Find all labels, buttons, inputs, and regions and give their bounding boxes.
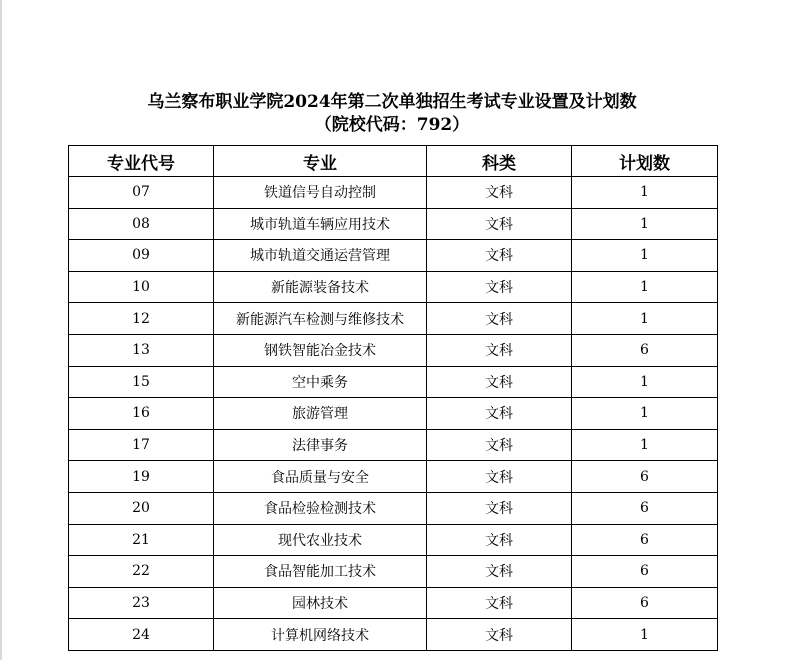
cell-plan: 1 [572,619,718,651]
table-row [69,208,718,240]
header-code: 专业代号 [69,146,214,177]
cell-code: 08 [69,208,214,240]
table-row [69,587,718,619]
cell-category: 文科 [427,556,572,588]
cell-code: 16 [69,398,214,430]
cell-plan: 6 [572,556,718,588]
enrollment-plan-table [68,145,718,651]
cell-category: 文科 [427,240,572,272]
cell-code: 10 [69,271,214,303]
cell-category: 文科 [427,619,572,651]
document-subtitle: （院校代码：792） [314,115,470,135]
cell-major: 现代农业技术 [214,524,427,556]
table-row [69,492,718,524]
cell-category: 文科 [427,366,572,398]
cell-code: 13 [69,334,214,366]
cell-plan: 1 [572,303,718,335]
cell-code: 12 [69,303,214,335]
table-row [69,398,718,430]
cell-plan: 1 [572,398,718,430]
cell-code: 21 [69,524,214,556]
cell-category: 文科 [427,587,572,619]
table-header-row [69,146,718,177]
cell-major: 新能源汽车检测与维修技术 [214,303,427,335]
cell-major: 新能源装备技术 [214,271,427,303]
cell-major: 食品质量与安全 [214,461,427,493]
table-row [69,303,718,335]
table-row [69,240,718,272]
cell-plan: 1 [572,240,718,272]
table-body [69,177,718,651]
cell-major: 法律事务 [214,429,427,461]
cell-plan: 1 [572,177,718,209]
cell-code: 22 [69,556,214,588]
table-row [69,461,718,493]
cell-major: 城市轨道交通运营管理 [214,240,427,272]
cell-plan: 6 [572,461,718,493]
table-row [69,429,718,461]
cell-category: 文科 [427,271,572,303]
cell-plan: 6 [572,524,718,556]
header-major: 专业 [214,146,427,177]
cell-major: 食品智能加工技术 [214,556,427,588]
document-title: 乌兰察布职业学院2024年第二次单独招生考试专业设置及计划数 [147,92,637,112]
cell-plan: 1 [572,366,718,398]
cell-code: 07 [69,177,214,209]
table-row [69,619,718,651]
cell-category: 文科 [427,177,572,209]
cell-major: 铁道信号自动控制 [214,177,427,209]
cell-major: 钢铁智能冶金技术 [214,334,427,366]
cell-major: 城市轨道车辆应用技术 [214,208,427,240]
cell-major: 计算机网络技术 [214,619,427,651]
cell-code: 17 [69,429,214,461]
cell-code: 20 [69,492,214,524]
cell-major: 空中乘务 [214,366,427,398]
table-row [69,366,718,398]
cell-category: 文科 [427,208,572,240]
cell-category: 文科 [427,334,572,366]
cell-major: 园林技术 [214,587,427,619]
cell-category: 文科 [427,429,572,461]
cell-category: 文科 [427,398,572,430]
cell-category: 文科 [427,461,572,493]
cell-code: 15 [69,366,214,398]
cell-code: 19 [69,461,214,493]
table-row [69,556,718,588]
table-row [69,334,718,366]
cell-category: 文科 [427,303,572,335]
cell-major: 食品检验检测技术 [214,492,427,524]
cell-plan: 6 [572,334,718,366]
cell-plan: 6 [572,587,718,619]
cell-category: 文科 [427,524,572,556]
cell-major: 旅游管理 [214,398,427,430]
header-category: 科类 [427,146,572,177]
table-row [69,177,718,209]
cell-code: 09 [69,240,214,272]
cell-code: 23 [69,587,214,619]
cell-code: 24 [69,619,214,651]
table-row [69,271,718,303]
cell-plan: 1 [572,208,718,240]
page-edge [0,0,2,660]
header-plan: 计划数 [572,146,718,177]
table-row [69,524,718,556]
cell-plan: 1 [572,429,718,461]
cell-category: 文科 [427,492,572,524]
cell-plan: 6 [572,492,718,524]
cell-plan: 1 [572,271,718,303]
